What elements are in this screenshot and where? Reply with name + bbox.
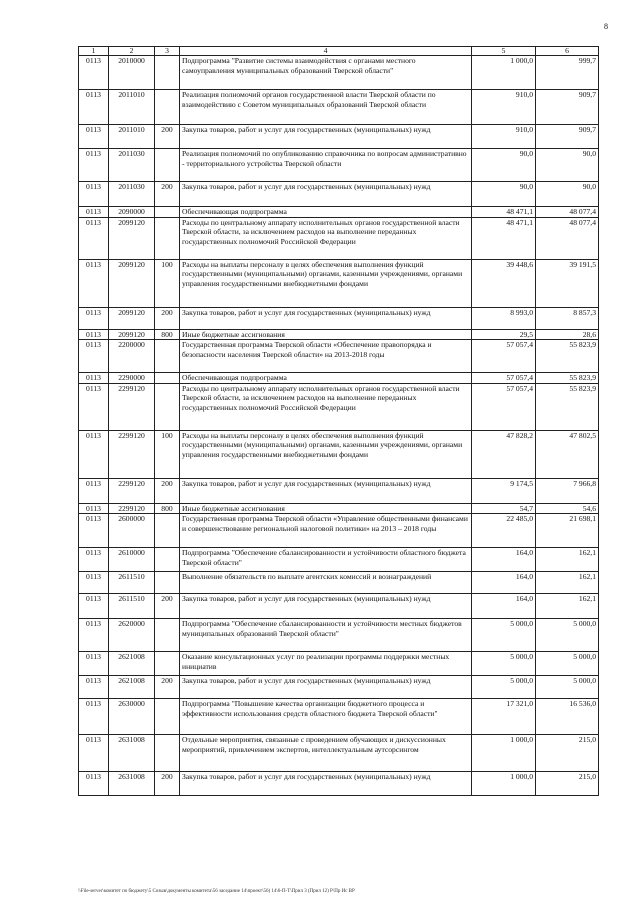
target-article-cell: 2010000 [109,56,155,90]
table-row [79,676,599,699]
executed-amount-cell: 909,7 [536,125,599,149]
expense-type-cell [155,383,180,430]
expense-type-cell: 200 [155,478,180,503]
expense-type-cell [155,149,180,182]
target-article-cell: 2299120 [109,503,155,514]
planned-amount-cell: 5 000,0 [472,619,536,652]
item-name-cell: Реализация полномочий по опубликованию справочника по вопросам административно - территориального устройства Тверской области [180,149,472,182]
target-article-cell: 2621008 [109,676,155,699]
expense-type-cell: 100 [155,430,180,478]
section-code-cell: 0113 [79,182,109,207]
expense-type-cell: 200 [155,594,180,619]
executed-amount-cell: 39 191,5 [536,259,599,307]
item-name-cell: Закупка товаров, работ и услуг для государственных (муниципальных) нужд [180,125,472,149]
expense-type-cell: 200 [155,772,180,796]
item-name-cell: Закупка товаров, работ и услуг для государственных (муниципальных) нужд [180,676,472,699]
table-row [79,652,599,676]
table-row [79,307,599,329]
file-path-footer: \\File-server\комитет по бюджету\5 Созыв\документы комитета\56 заседание 14\проект\56) 14\6-П-Т\Прил 3 (Прил 12) Р\Пр Ис ВР [78,889,355,894]
table-row [79,182,599,207]
item-name-cell: Закупка товаров, работ и услуг для государственных (муниципальных) нужд [180,478,472,503]
expense-type-cell: 200 [155,307,180,329]
table-header-row [79,47,599,56]
executed-amount-cell: 7 966,8 [536,478,599,503]
section-code-cell: 0113 [79,207,109,218]
table-row [79,90,599,125]
header-col-3: 3 [155,47,180,56]
planned-amount-cell: 1 000,0 [472,772,536,796]
table-row [79,478,599,503]
item-name-cell: Государственная программа Тверской области «Обеспечение правопорядка и безопасности населения Тверской области» на 2013-2018 годы [180,340,472,373]
executed-amount-cell: 5 000,0 [536,652,599,676]
table-row [79,514,599,548]
item-name-cell: Закупка товаров, работ и услуг для государственных (муниципальных) нужд [180,594,472,619]
budget-table [78,46,599,796]
target-article-cell: 2099120 [109,307,155,329]
expense-type-cell [155,735,180,772]
item-name-cell: Закупка товаров, работ и услуг для государственных (муниципальных) нужд [180,772,472,796]
table-row [79,56,599,90]
item-name-cell: Выполнение обязательств по выплате агентских комиссий и вознаграждений [180,572,472,594]
target-article-cell: 2099120 [109,217,155,259]
planned-amount-cell: 9 174,5 [472,478,536,503]
expense-type-cell [155,699,180,735]
planned-amount-cell: 164,0 [472,572,536,594]
executed-amount-cell: 5 000,0 [536,676,599,699]
table-row [79,207,599,218]
table-row [79,149,599,182]
expense-type-cell [155,56,180,90]
section-code-cell: 0113 [79,676,109,699]
planned-amount-cell: 39 448,6 [472,259,536,307]
planned-amount-cell: 164,0 [472,548,536,572]
planned-amount-cell: 48 471,1 [472,207,536,218]
target-article-cell: 2631008 [109,772,155,796]
section-code-cell: 0113 [79,90,109,125]
expense-type-cell [155,548,180,572]
item-name-cell: Обеспечивающая подпрограмма [180,207,472,218]
expense-type-cell [155,373,180,384]
item-name-cell: Расходы по центральному аппарату исполнительных органов государственной власти Тверской области, за исключением расходов на выполнение переданных государственных полномочий Российской Федерации [180,383,472,430]
section-code-cell: 0113 [79,340,109,373]
planned-amount-cell: 5 000,0 [472,652,536,676]
item-name-cell: Подпрограмма "Повышение качества организации бюджетного процесса и эффективности использования средств областного бюджета Тверской области" [180,699,472,735]
expense-type-cell: 100 [155,259,180,307]
table-row [79,383,599,430]
executed-amount-cell: 909,7 [536,90,599,125]
target-article-cell: 2011010 [109,90,155,125]
item-name-cell: Расходы по центральному аппарату исполнительных органов государственной власти Тверской области, за исключением расходов на выполнение переданных государственных полномочий Российской Федерации [180,217,472,259]
planned-amount-cell: 17 321,0 [472,699,536,735]
target-article-cell: 2200000 [109,340,155,373]
executed-amount-cell: 55 823,9 [536,340,599,373]
table-row [79,503,599,514]
executed-amount-cell: 48 077,4 [536,207,599,218]
expense-type-cell: 200 [155,676,180,699]
target-article-cell: 2299120 [109,478,155,503]
planned-amount-cell: 22 485,0 [472,514,536,548]
table-row [79,259,599,307]
expense-type-cell: 200 [155,125,180,149]
table-row [79,619,599,652]
item-name-cell: Иные бюджетные ассигнования [180,503,472,514]
table-row [79,735,599,772]
planned-amount-cell: 57 057,4 [472,383,536,430]
expense-type-cell: 800 [155,503,180,514]
header-col-6: 6 [536,47,599,56]
executed-amount-cell: 162,1 [536,548,599,572]
section-code-cell: 0113 [79,514,109,548]
item-name-cell: Закупка товаров, работ и услуг для государственных (муниципальных) нужд [180,307,472,329]
target-article-cell: 2600000 [109,514,155,548]
executed-amount-cell: 8 857,3 [536,307,599,329]
executed-amount-cell: 162,1 [536,594,599,619]
expense-type-cell [155,340,180,373]
section-code-cell: 0113 [79,56,109,90]
executed-amount-cell: 999,7 [536,56,599,90]
planned-amount-cell: 47 828,2 [472,430,536,478]
item-name-cell: Оказание консультационных услуг по реализации программы поддержки местных инициатив [180,652,472,676]
section-code-cell: 0113 [79,652,109,676]
executed-amount-cell: 215,0 [536,772,599,796]
planned-amount-cell: 48 471,1 [472,217,536,259]
item-name-cell: Государственная программа Тверской области «Управление общественными финансами и совершенствование региональной налоговой политики» на 2013 – 2018 годы [180,514,472,548]
expense-type-cell [155,619,180,652]
planned-amount-cell: 1 000,0 [472,735,536,772]
planned-amount-cell: 910,0 [472,125,536,149]
planned-amount-cell: 90,0 [472,149,536,182]
expense-type-cell: 800 [155,329,180,340]
target-article-cell: 2090000 [109,207,155,218]
section-code-cell: 0113 [79,594,109,619]
header-col-1: 1 [79,47,109,56]
table-row [79,572,599,594]
target-article-cell: 2011030 [109,182,155,207]
target-article-cell: 2011030 [109,149,155,182]
expense-type-cell [155,572,180,594]
expense-type-cell [155,217,180,259]
section-code-cell: 0113 [79,149,109,182]
table-row [79,699,599,735]
target-article-cell: 2611510 [109,594,155,619]
target-article-cell: 2099120 [109,329,155,340]
header-col-2: 2 [109,47,155,56]
planned-amount-cell: 910,0 [472,90,536,125]
planned-amount-cell: 57 057,4 [472,373,536,384]
target-article-cell: 2290000 [109,373,155,384]
section-code-cell: 0113 [79,329,109,340]
section-code-cell: 0113 [79,430,109,478]
executed-amount-cell: 215,0 [536,735,599,772]
planned-amount-cell: 5 000,0 [472,676,536,699]
planned-amount-cell: 8 993,0 [472,307,536,329]
item-name-cell: Подпрограмма "Развитие системы взаимодействия с органами местного самоуправления муниципальных образований Тверской области" [180,56,472,90]
target-article-cell: 2299120 [109,383,155,430]
section-code-cell: 0113 [79,125,109,149]
executed-amount-cell: 55 823,9 [536,373,599,384]
section-code-cell: 0113 [79,383,109,430]
section-code-cell: 0113 [79,503,109,514]
target-article-cell: 2620000 [109,619,155,652]
item-name-cell: Закупка товаров, работ и услуг для государственных (муниципальных) нужд [180,182,472,207]
executed-amount-cell: 162,1 [536,572,599,594]
table-row [79,125,599,149]
item-name-cell: Отдельные мероприятия, связанные с проведением обучающих и дискуссионных мероприятий, привлечением экспертов, интеллектуальным аутсорсингом [180,735,472,772]
executed-amount-cell: 90,0 [536,182,599,207]
executed-amount-cell: 5 000,0 [536,619,599,652]
section-code-cell: 0113 [79,735,109,772]
target-article-cell: 2630000 [109,699,155,735]
table-row [79,340,599,373]
header-col-5: 5 [472,47,536,56]
executed-amount-cell: 90,0 [536,149,599,182]
section-code-cell: 0113 [79,478,109,503]
section-code-cell: 0113 [79,619,109,652]
target-article-cell: 2611510 [109,572,155,594]
header-col-4: 4 [180,47,472,56]
table-row [79,217,599,259]
item-name-cell: Подпрограмма "Обеспечение сбалансированности и устойчивости областного бюджета Тверской области" [180,548,472,572]
section-code-cell: 0113 [79,572,109,594]
executed-amount-cell: 16 536,0 [536,699,599,735]
item-name-cell: Обеспечивающая подпрограмма [180,373,472,384]
target-article-cell: 2011010 [109,125,155,149]
target-article-cell: 2621008 [109,652,155,676]
section-code-cell: 0113 [79,259,109,307]
table-row [79,430,599,478]
item-name-cell: Реализация полномочий органов государственной власти Тверской области по взаимодействию с Советом муниципальных образований Тверской области [180,90,472,125]
item-name-cell: Расходы на выплаты персоналу в целях обеспечения выполнения функций государственными (муниципальными) органами, казенными учреждениями, органами управления государственными внебюджетными фондами [180,430,472,478]
table-row [79,772,599,796]
planned-amount-cell: 57 057,4 [472,340,536,373]
table-row [79,548,599,572]
section-code-cell: 0113 [79,699,109,735]
planned-amount-cell: 54,7 [472,503,536,514]
planned-amount-cell: 164,0 [472,594,536,619]
table-row [79,594,599,619]
planned-amount-cell: 29,5 [472,329,536,340]
section-code-cell: 0113 [79,772,109,796]
expense-type-cell [155,514,180,548]
target-article-cell: 2631008 [109,735,155,772]
table-row [79,329,599,340]
item-name-cell: Иные бюджетные ассигнования [180,329,472,340]
executed-amount-cell: 55 823,9 [536,383,599,430]
executed-amount-cell: 21 698,1 [536,514,599,548]
table-row [79,373,599,384]
executed-amount-cell: 54,6 [536,503,599,514]
target-article-cell: 2610000 [109,548,155,572]
executed-amount-cell: 28,6 [536,329,599,340]
section-code-cell: 0113 [79,548,109,572]
executed-amount-cell: 47 802,5 [536,430,599,478]
expense-type-cell [155,652,180,676]
expense-type-cell [155,207,180,218]
section-code-cell: 0113 [79,217,109,259]
expense-type-cell: 200 [155,182,180,207]
section-code-cell: 0113 [79,373,109,384]
item-name-cell: Подпрограмма "Обеспечение сбалансированности и устойчивости местных бюджетов муниципальных образований Тверской области" [180,619,472,652]
target-article-cell: 2099120 [109,259,155,307]
table-body [79,56,599,796]
expense-type-cell [155,90,180,125]
planned-amount-cell: 1 000,0 [472,56,536,90]
section-code-cell: 0113 [79,307,109,329]
page-number: 8 [604,22,608,31]
target-article-cell: 2299120 [109,430,155,478]
item-name-cell: Расходы на выплаты персоналу в целях обеспечения выполнения функций государственными (муниципальными) органами, казенными учреждениями, органами управления государственными внебюджетными фондами [180,259,472,307]
executed-amount-cell: 48 077,4 [536,217,599,259]
planned-amount-cell: 90,0 [472,182,536,207]
